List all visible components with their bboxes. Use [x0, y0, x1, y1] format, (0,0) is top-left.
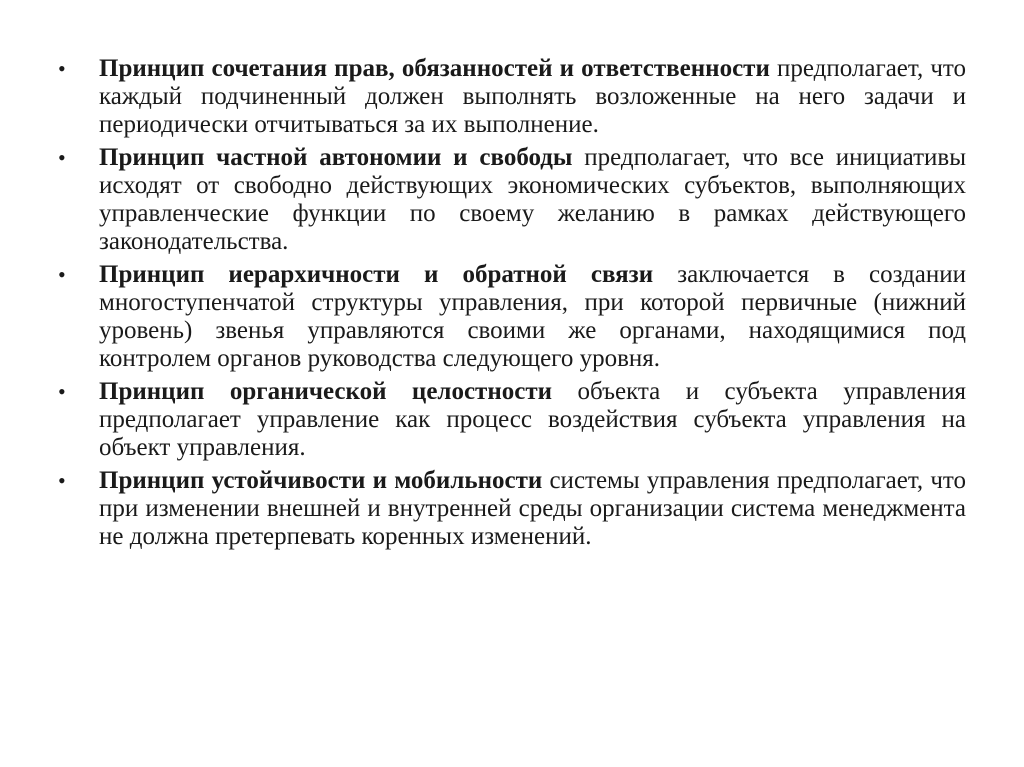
list-item [58, 467, 966, 551]
principle-term: Принцип частной автономии и свободы [99, 144, 573, 171]
principle-term: Принцип органической целостности [99, 378, 553, 405]
list-item [58, 55, 966, 139]
list-item [58, 378, 966, 462]
principle-term: Принцип сочетания прав, обязанностей и ответственности [99, 55, 770, 82]
list-item [58, 144, 966, 256]
principle-term: Принцип устойчивости и мобильности [99, 467, 543, 494]
principle-description: заключается в создании многоступенчатой структуры управления, при которой первичные (нижний уровень) звенья управляются своими же органами, находящимися под контролем органов руководства следующего уровня. [99, 261, 966, 372]
bullet-marker: • [58, 56, 66, 81]
principles-list [58, 55, 966, 556]
principle-description: предполагает, что все инициативы исходят от свободно действующих экономических субъектов, выполняющих управленческие функции по своему желанию в рамках действующего законодательства. [99, 144, 966, 255]
bullet-marker: • [58, 145, 66, 170]
principle-description: предполагает, что каждый подчиненный должен выполнять возложенные на него задачи и периодически отчитываться за их выполнение. [99, 55, 966, 138]
bullet-marker: • [58, 262, 66, 287]
bullet-marker: • [58, 468, 66, 493]
principle-description: объекта и субъекта управления предполагает управление как процесс воздействия субъекта управления на объект управления. [99, 378, 966, 461]
bullet-marker: • [58, 379, 66, 404]
principle-term: Принцип иерархичности и обратной связи [99, 261, 654, 288]
principle-description: системы управления предполагает, что при изменении внешней и внутренней среды организации система менеджмента не должна претерпевать коренных изменений. [99, 467, 966, 550]
list-item [58, 261, 966, 373]
